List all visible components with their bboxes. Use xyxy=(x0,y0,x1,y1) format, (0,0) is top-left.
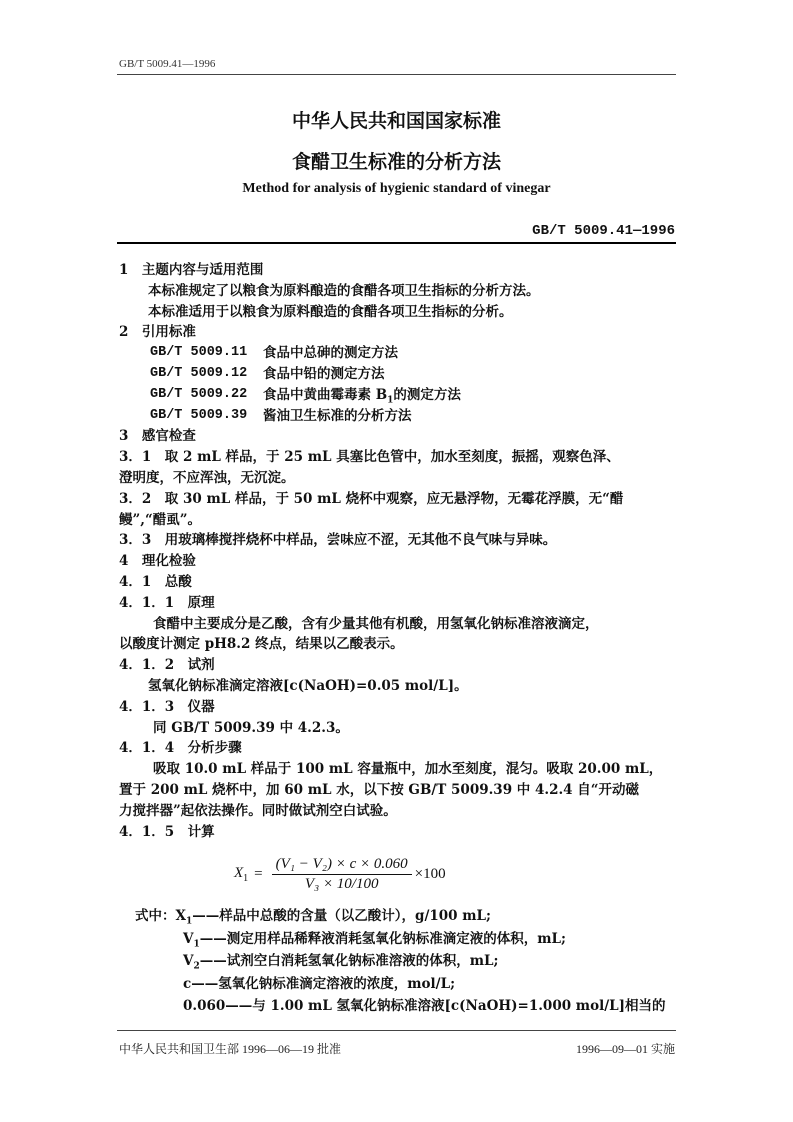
reference-code: GB/T 5009.39 xyxy=(150,407,248,423)
paragraph: 本标准适用于以粮食为原料酿造的食醋各项卫生指标的分析。 xyxy=(148,303,513,320)
reference-item xyxy=(119,385,679,406)
paragraph: 澄明度，不应浑浊，无沉淀。 xyxy=(119,469,295,486)
section-heading: 3 感官检查 xyxy=(119,428,196,445)
reference-title: 食品中总砷的测定方法 xyxy=(263,345,398,362)
paragraph: 3．3 用玻璃棒搅拌烧杯中样品，尝味应不涩，无其他不良气味与异味。 xyxy=(119,532,557,549)
reference-title: 食品中铅的测定方法 xyxy=(263,365,385,382)
subsection-heading: 4．1．1 原理 xyxy=(119,594,215,611)
reference-code: GB/T 5009.12 xyxy=(150,365,248,381)
reference-code: GB/T 5009.11 xyxy=(150,345,248,361)
approval-date: 中华人民共和国卫生部 1996—06—19 批准 xyxy=(119,1042,342,1056)
paragraph: 鳗”,“醋虱”。 xyxy=(119,511,201,528)
symbol-definitions xyxy=(135,905,666,1018)
formula-numerator: (V₁ − V₂) × c × 0.060 xyxy=(272,856,412,875)
paragraph: 以酸度计测定 pH8.2 终点，结果以乙酸表示。 xyxy=(119,636,404,653)
section-heading: 4 理化检验 xyxy=(119,553,196,570)
section-heading: 2 引用标准 xyxy=(119,324,196,341)
subsection-heading: 4．1．5 计算 xyxy=(119,823,215,840)
document-title: 食醋卫生标准的分析方法 xyxy=(291,151,501,173)
definition-item: 0.060——与 1.00 mL 氢氧化钠标准溶液[c(NaOH)=1.000 mol/L]相当的 xyxy=(183,998,666,1014)
reference-item xyxy=(119,343,679,364)
reference-code: GB/T 5009.22 xyxy=(150,386,248,402)
paragraph: 力搅拌器”起依法操作。同时做试剂空白试验。 xyxy=(119,802,397,819)
paragraph: 本标准规定了以粮食为原料酿造的食醋各项卫生指标的分析方法。 xyxy=(148,282,540,299)
paragraph: 氢氧化钠标准滴定溶液[c(NaOH)=0.05 mol/L]。 xyxy=(148,677,468,694)
paragraph: 吸取 10.0 mL 样品于 100 mL 容量瓶中，加水至刻度，混匀。吸取 20.00 mL， xyxy=(153,761,663,778)
reference-item xyxy=(119,364,679,385)
subsection-heading: 4．1．2 试剂 xyxy=(119,657,215,674)
document-title-english: Method for analysis of hygienic standard of vinegar xyxy=(242,181,551,196)
paragraph: 3．1 取 2 mL 样品，于 25 mL 具塞比色管中，加水至刻度，振摇，观察色泽、 xyxy=(119,449,620,466)
section-heading: 1 主题内容与适用范围 xyxy=(119,262,264,278)
definitions-intro: 式中： xyxy=(135,908,176,924)
subsection-heading: 4．1 总酸 xyxy=(119,573,192,590)
footer-rule xyxy=(117,1030,676,1031)
standard-code: GB/T 5009.41—1996 xyxy=(532,223,675,239)
definition-item: $V_1——$测定用样品稀释液消耗氢氧化钠标准滴定液的体积，mL; xyxy=(183,930,567,950)
title-rule xyxy=(117,242,676,244)
standard-category-title: 中华人民共和国国家标准 xyxy=(291,110,501,132)
formula-fraction xyxy=(272,856,412,893)
total-acid-formula xyxy=(234,854,446,894)
paragraph: 置于 200 mL 烧杯中，加 60 mL 水，以下按 GB/T 5009.39 中 4.2.4 自“开动磁 xyxy=(119,781,640,798)
definition-item: 式中：$X_1——$样品中总酸的含量（以乙酸计），g/100 mL; xyxy=(135,908,492,927)
paragraph: 3．2 取 30 mL 样品，于 50 mL 烧杯中观察，应无悬浮物，无霉花浮膜，无“醋 xyxy=(119,490,624,507)
definition-item: $V_2——$试剂空白消耗氢氧化钠标准溶液的体积，mL; xyxy=(183,953,499,972)
reference-title: 酱油卫生标准的分析方法 xyxy=(263,407,412,424)
formula-lhs: $X_1$ xyxy=(234,864,249,884)
paragraph: 食醋中主要成分是乙酸，含有少量其他有机酸，用氢氧化钠标准溶液滴定， xyxy=(153,615,599,632)
subsection-heading: 4．1．4 分析步骤 xyxy=(119,740,242,757)
formula-factor: ×100 xyxy=(414,865,446,882)
definition-item: c——氢氧化钠标准滴定溶液的浓度，mol/L; xyxy=(183,975,456,992)
formula-equals: = xyxy=(254,865,263,882)
running-header: GB/T 5009.41—1996 xyxy=(119,58,216,70)
reference-item xyxy=(119,406,679,427)
implementation-date: 1996—09—01 实施 xyxy=(575,1042,675,1056)
subsection-heading: 4．1．3 仪器 xyxy=(119,698,215,715)
paragraph: 同 GB/T 5009.39 中 4.2.3。 xyxy=(153,719,349,736)
reference-title: 食品中黄曲霉毒素 $B_1$的测定方法 xyxy=(263,386,461,406)
header-rule xyxy=(117,74,676,75)
document-body xyxy=(119,260,679,842)
formula-denominator: V₃ × 10/100 xyxy=(304,875,379,892)
